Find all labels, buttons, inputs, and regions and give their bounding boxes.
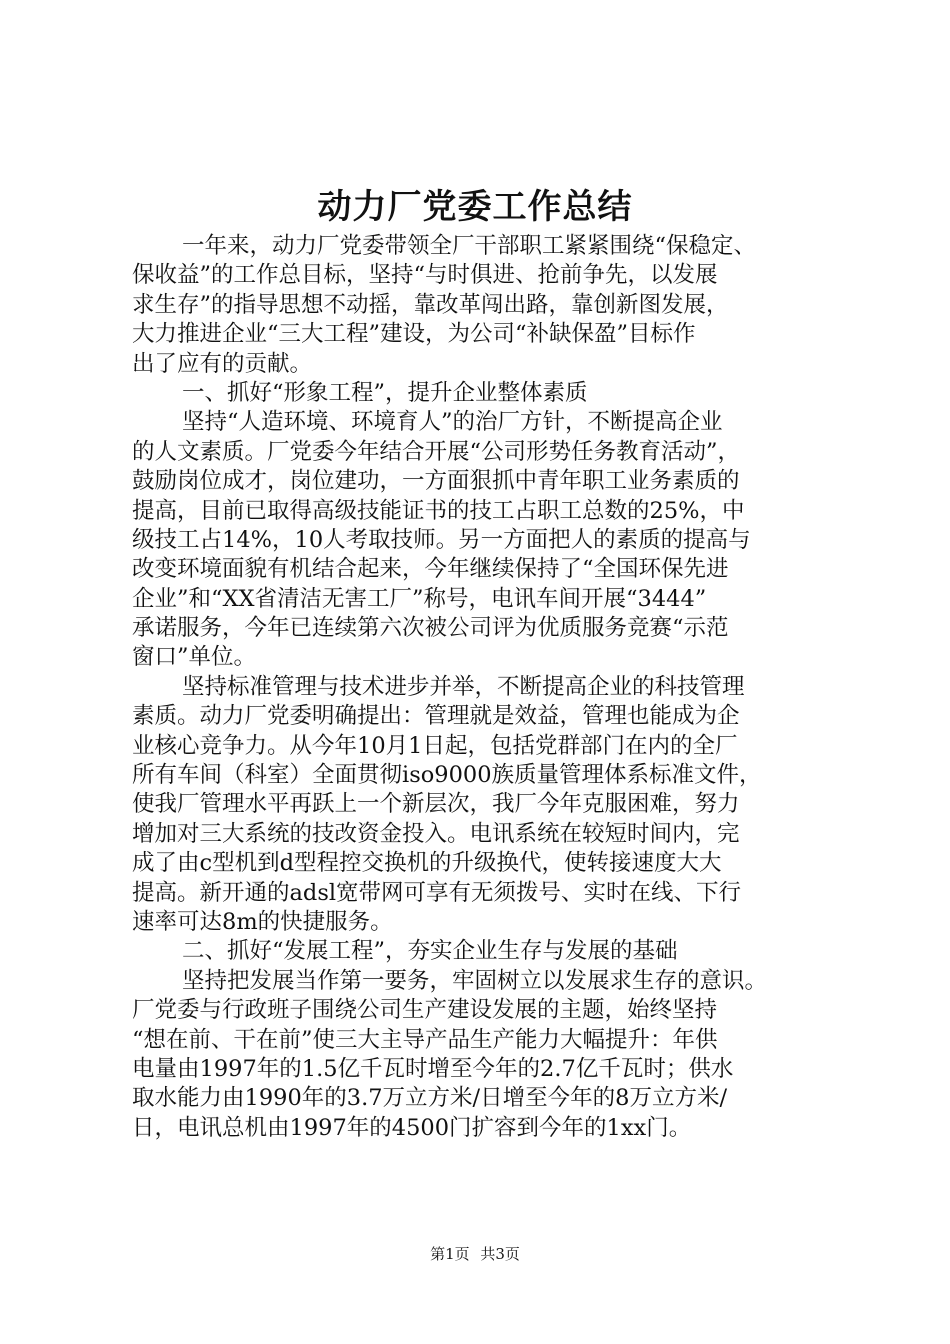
paragraph-line: 的人文素质。厂党委今年结合开展“公司形势任务教育活动”， [132, 438, 741, 465]
paragraph-line: 素质。动力厂党委明确提出：管理就是效益，管理也能成为企 [132, 703, 740, 730]
paragraph-line: 级技工占14%，10人考取技师。另一方面把人的素质的提高与 [132, 526, 751, 553]
paragraph-line: 业核心竞争力。从今年10月1日起，包括党群部门在内的全厂 [132, 732, 738, 759]
paragraph-line: 提高。新开通的adsl宽带网可享有无须拨号、实时在线、下行 [132, 879, 742, 906]
paragraph-line: 坚持“人造环境、环境育人”的治厂方针，不断提高企业 [182, 409, 723, 436]
paragraph-line: 厂党委与行政班子围绕公司生产建设发展的主题，始终坚持 [132, 997, 718, 1024]
paragraph-line: 成了由c型机到d型程控交换机的升级换代，使转接速度大大 [132, 850, 722, 877]
paragraph-line: 保收益”的工作总目标，坚持“与时俱进、抢前争先，以发展 [132, 262, 718, 289]
paragraph-line: 企业”和“XX省清洁无害工厂”称号，电讯车间开展“3444” [132, 585, 707, 612]
paragraph-line: 取水能力由1990年的3.7万立方米/日增至今年的8万立方米/ [132, 1085, 728, 1112]
page-number: 第1页 [430, 1245, 470, 1263]
paragraph-line: 出了应有的贡献。 [132, 350, 313, 377]
paragraph-line: 增加对三大系统的技改资金投入。电讯系统在较短时间内，完 [132, 820, 740, 847]
paragraph-line: 求生存”的指导思想不动摇，靠改革闯出路，靠创新图发展， [132, 291, 729, 318]
paragraph-line: 鼓励岗位成才，岗位建功，一方面狠抓中青年职工业务素质的 [132, 468, 740, 495]
paragraph-line: 提高，目前已取得高级技能证书的技工占职工总数的25%，中 [132, 497, 745, 524]
paragraph-line: 坚持标准管理与技术进步并举，不断提高企业的科技管理 [182, 673, 745, 700]
paragraph-line: “想在前、干在前”使三大主导产品生产能力大幅提升：年供 [132, 1026, 718, 1053]
paragraph-line: 承诺服务，今年已连续第六次被公司评为优质服务竞赛“示范 [132, 615, 729, 642]
paragraph-line: 窗口”单位。 [132, 644, 257, 671]
paragraph-line: 大力推进企业“三大工程”建设，为公司“补缺保盈”目标作 [132, 321, 696, 348]
section-heading: 二、抓好“发展工程”，夯实企业生存与发展的基础 [182, 938, 678, 965]
document-title: 动力厂党委工作总结 [317, 187, 633, 227]
paragraph-line: 所有车间（科室）全面贯彻iso9000族质量管理体系标准文件， [132, 762, 762, 789]
paragraph-line: 改变环境面貌有机结合起来，今年继续保持了“全国环保先进 [132, 556, 729, 583]
page-total: 共3页 [480, 1245, 520, 1263]
paragraph-line: 坚持把发展当作第一要务，牢固树立以发展求生存的意识。 [182, 967, 768, 994]
document-body [132, 232, 837, 1143]
paragraph-line: 日，电讯总机由1997年的4500门扩容到今年的1xx门。 [132, 1114, 692, 1141]
paragraph-line: 电量由1997年的1.5亿千瓦时增至今年的2.7亿千瓦时；供水 [132, 1055, 734, 1082]
section-heading: 一、抓好“形象工程”，提升企业整体素质 [182, 379, 588, 406]
paragraph-line: 速率可达8m的快捷服务。 [132, 908, 393, 935]
page-footer [0, 1243, 950, 1265]
paragraph-line: 使我厂管理水平再跃上一个新层次，我厂今年克服困难，努力 [132, 791, 740, 818]
paragraph-line: 一年来，动力厂党委带领全厂干部职工紧紧围绕“保稳定、 [182, 233, 757, 259]
